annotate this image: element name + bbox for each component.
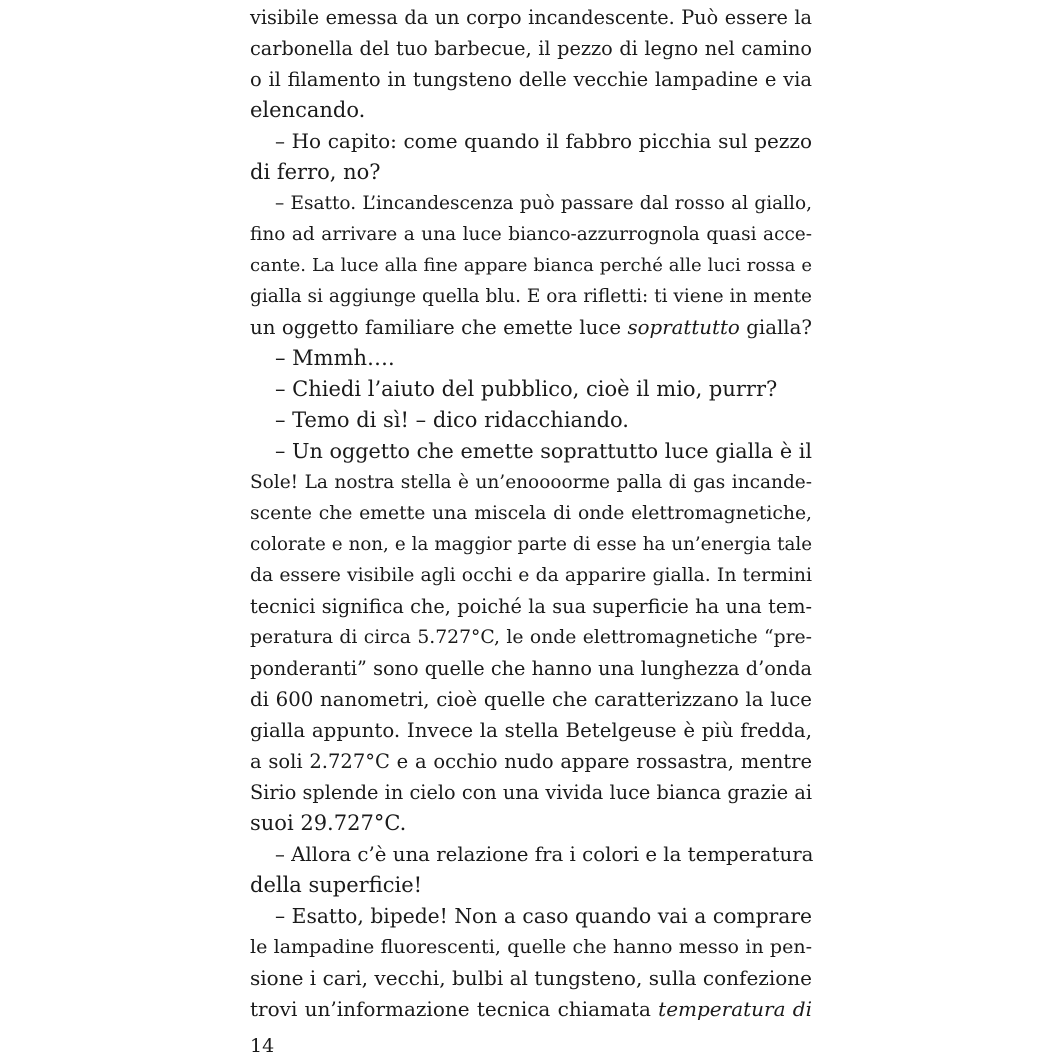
text-line: peratura di circa 5.727°C, le onde elettromagnetiche “pre- <box>250 627 812 648</box>
italic-text: soprattutto <box>627 316 740 339</box>
text-line: o il filamento in tungsteno delle vecchie lampadine e via <box>250 68 812 91</box>
text-line: – Esatto, bipede! Non a caso quando vai a comprare <box>275 904 812 928</box>
text-line: colorate e non, e la maggior parte di esse ha un’energia tale <box>250 534 812 555</box>
text-line: – Temo di sì! – dico ridacchiando. <box>275 408 629 432</box>
text-line: Sole! La nostra stella è un’enoooorme palla di gas incande- <box>250 472 812 493</box>
text-line: le lampadine fluorescenti, quelle che hanno messo in pen- <box>250 936 812 958</box>
text-line: della superficie! <box>250 873 423 897</box>
book-page <box>250 0 812 1056</box>
text-line: tecnici significa che, poiché la sua superficie ha una tem- <box>250 595 812 618</box>
text-line: visibile emessa da un corpo incandescente. Può essere la <box>250 6 812 29</box>
text-line: – Un oggetto che emette soprattutto luce gialla è il <box>275 439 812 463</box>
text-segment: un oggetto familiare che emette luce <box>250 316 628 339</box>
text-segment: gialla? <box>739 316 812 339</box>
text-line: di ferro, no? <box>250 160 381 184</box>
text-line: Sirio splende in cielo con una vivida luce bianca grazie ai <box>250 781 812 804</box>
text-line: – Chiedi l’aiuto del pubblico, cioè il mio, purrr? <box>275 377 778 401</box>
text-line: a soli 2.727°C e a occhio nudo appare rossastra, mentre <box>250 750 812 773</box>
text-line: gialla si aggiunge quella blu. E ora rifletti: ti viene in mente <box>250 286 812 307</box>
text-line: da essere visibile agli occhi e da apparire gialla. In termini <box>250 565 812 586</box>
text-line: di 600 nanometri, cioè quelle che caratterizzano la luce <box>250 688 812 711</box>
text-line <box>250 994 812 1025</box>
text-line: suoi 29.727°C. <box>250 811 407 835</box>
text-segment: trovi un’informazione tecnica chiamata <box>250 997 659 1021</box>
body-text <box>250 2 812 1025</box>
text-line: fino ad arrivare a una luce bianco-azzurrognola quasi acce- <box>250 224 812 245</box>
text-line: sione i cari, vecchi, bulbi al tungsteno, sulla confezione <box>250 966 812 990</box>
italic-text: temperatura di <box>658 997 812 1021</box>
text-line: cante. La luce alla fine appare bianca perché alle luci rossa e <box>250 255 812 276</box>
page-number: 14 <box>250 1035 275 1057</box>
text-line: ponderanti” sono quelle che hanno una lunghezza d’onda <box>250 657 812 680</box>
text-line: – Allora c’è una relazione fra i colori e la temperatura <box>275 843 814 866</box>
text-line: – Ho capito: come quando il fabbro picchia sul pezzo <box>275 129 812 153</box>
text-line: elencando. <box>250 98 366 122</box>
text-line: gialla appunto. Invece la stella Betelgeuse è più fredda, <box>250 719 812 742</box>
text-line <box>250 312 812 343</box>
text-line: – Mmmh…. <box>275 346 395 370</box>
text-line: – Esatto. L’incandescenza può passare dal rosso al giallo, <box>275 193 812 214</box>
text-line: scente che emette una miscela di onde elettromagnetiche, <box>250 503 812 524</box>
text-line: carbonella del tuo barbecue, il pezzo di legno nel camino <box>250 37 812 60</box>
